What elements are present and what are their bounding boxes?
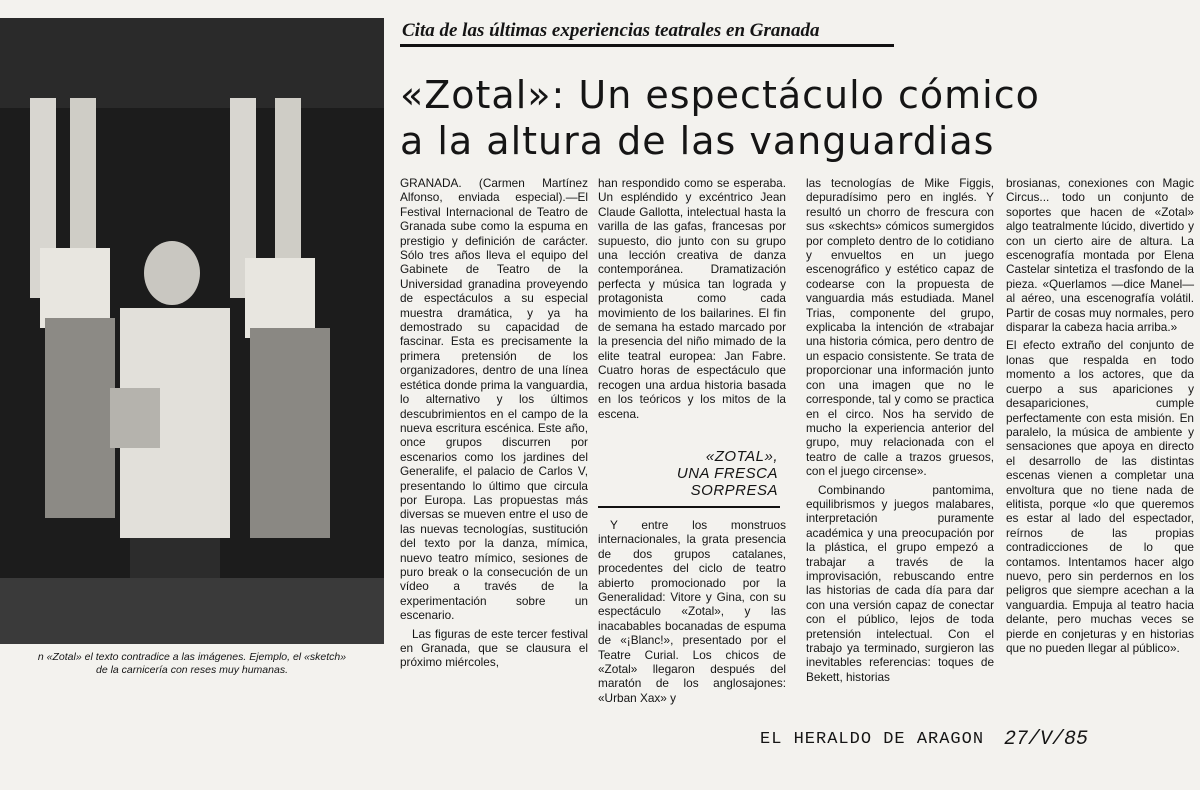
handwritten-date: 27/V/85 xyxy=(1004,728,1089,751)
headline xyxy=(400,72,1100,164)
article-column-2 xyxy=(598,176,786,425)
article-column-1 xyxy=(400,176,588,674)
subheading-rule xyxy=(598,506,780,508)
paragraph: El efecto extraño del conjunto de lonas que respalda en todo momento a los actores, que da cuerpo a sus apariciones y desapariciones, cumple perfectamente con esta misión. En paralelo, la música de ambiente y sensaciones que apoya en directo el desarrollo de las distintas escenas vienen a completar una envoltura que no tiene nada de elitista, porque «lo que queremos es estar al lado del espectador, reírnos de las propias contradicciones de lo que contamos. Intentamos hacer algo nuevo, pero sin perdernos en los peligros que siempre acechan a la vanguardia. Empuja al teatro hacia delante, pero muchas veces se pierde en conjeturas y en historias que no pueden llegar al público». xyxy=(1006,338,1194,655)
article-column-4 xyxy=(1006,176,1194,659)
photo-caption-line-2: de la carnicería con reses muy humanas. xyxy=(95,664,288,676)
headline-line-1: «Zotal»: Un espectáculo cómico xyxy=(400,73,1040,117)
subheading-line-2: UNA FRESCA xyxy=(676,465,778,482)
kicker: Cita de las últimas experiencias teatrales en Granada xyxy=(400,18,894,47)
paragraph: GRANADA. (Carmen Martínez Alfonso, enviada especial).—El Festival Internacional de Teatro de Granada sube como la espuma en prestigio y definición de carácter. Sólo tres años lleva el equipo del Gabinete de Teatro de la Universidad granadina proveyendo de espectáculos a su especial muestra dramática, y ya ha demostrado su capacidad de fascinar. Esta es precisamente la primera pretensión de los organizadores, dentro de una línea estética donde prima la vanguardia, lo alternativo y los últimos descubrimientos en el campo de la nueva escritura escénica. Este año, once grupos discurren por escenarios como los jardines del Generalife, el palacio de Carlos V, presentando lo último que circula por Europa. Las propuestas más diversas se mueven entre el uso de las nuevas tecnologías, sustitución del texto por la danza, mímica, nuevo teatro mímico, sesiones de puro break o la consecución de un vídeo a través de la experimentación sobre un escenario. xyxy=(400,176,588,623)
photo-caption-line-1: n «Zotal» el texto contradice a las imágenes. Ejemplo, el «sketch» xyxy=(37,651,347,663)
headline-line-2: a la altura de las vanguardias xyxy=(400,119,995,163)
article-column-2-continued xyxy=(598,518,786,709)
article-column-3 xyxy=(806,176,994,688)
newspaper-name: EL HERALDO DE ARAGON xyxy=(760,730,985,749)
subheading-line-3: SORPRESA xyxy=(690,482,778,499)
subheading-line-1: «ZOTAL», xyxy=(705,448,778,465)
subheading xyxy=(598,448,778,499)
paragraph: Combinando pantomima, equilibrismos y juegos malabares, interpretación puramente académica y una preocupación por la plástica, el grupo empezó a trabajar a través de la improvisación, rebuscando entre las historias de cada día para dar con una versión capaz de conectar con el público, lejos de toda pretensión intelectual. Con el trabajo ya terminado, surgieron las inevitables referencias: toques de Bekett, historias xyxy=(806,482,994,684)
performers-image xyxy=(0,18,384,644)
paragraph: las tecnologías de Mike Figgis, depuradísimo pero en inglés. Y resultó un chorro de frescura con sus «skechts» cómicos sumergidos por completo dentro de lo cotidiano y envueltos en un juego escenográfico y estético capaz de codearse con la propuesta de vanguardia más estudiada. Manel Trias, componente del grupo, explicaba la intención de «trabajar una historia cómica, pero dentro de un espacio consistente. Se trata de proporcionar una información junto con una imagen que no le corresponde, tal y como se practica en el circo. Nos ha servido de mucho la experiencia anterior del grupo, muy relacionada con el teatro de calle a trazos gruesos, con el juego circense». xyxy=(806,176,994,479)
paragraph: han respondido como se esperaba. Un espléndido y excéntrico Jean Claude Gallotta, intelectual hasta la varilla de las gafas, francesas por supuesto, dio junto con su grupo una lección creativa de danza contemporánea. Dramatización perfecta y música tan lograda y protagonista como cada movimiento de los bailarines. El fin de semana ha estado marcado por la presencia del niño mimado de la elite teatral europea: Jan Fabre. Cuatro horas de espectáculo que recogen una ardua historia basada en los teóricos y los mitos de la escena. xyxy=(598,176,786,421)
paragraph: brosianas, conexiones con Magic Circus... todo un conjunto de soportes que hacen de «Zotal» algo teatralmente lúcido, divertido y con un cierto aire de altura. La escenografía montada por Elena Castelar sintetiza el trasfondo de la pieza. «Querlamos —dice Manel— al aéreo, una escenografía volátil. Partir de cosas muy normales, pero disparar la cabeza hacia arriba.» xyxy=(1006,176,1194,335)
paragraph: Y entre los monstruos internacionales, la grata presencia de dos grupos catalanes, procedentes del ciclo de teatro abierto promocionado por la Generalidad: Vitore y Gina, con su espectáculo «Zotal», y las inacabables bocanadas de espuma de «¡Blanc!», presentado por el Teatre Curial. Los chicos de «Zotal» llegaron después del maratón de los anglosajones: «Urban Xax» y xyxy=(598,518,786,705)
article-photo xyxy=(0,18,384,644)
photo-caption xyxy=(0,651,384,677)
paragraph: Las figuras de este tercer festival en Granada, que se clausura el próximo miércoles, xyxy=(400,626,588,670)
